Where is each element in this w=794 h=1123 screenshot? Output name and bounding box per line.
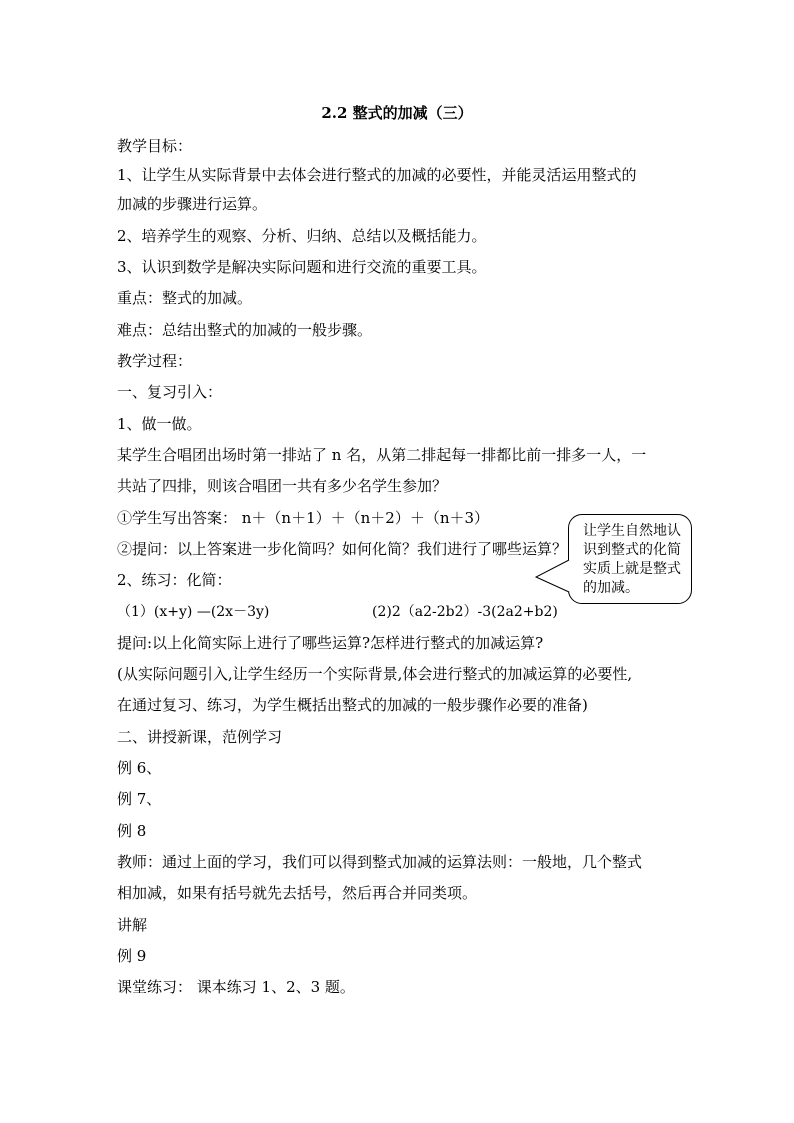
callout-line-4: 的加减。 <box>583 580 639 596</box>
exercise-expression-2: (2)2（a2-2b2）-3(2a2+b2) <box>372 604 558 620</box>
callout-line-2: 识到整式的化简 <box>583 542 681 558</box>
exercise-expression-1: （1）(x+y) —(2x－3y) <box>117 604 270 620</box>
example-7: 例 7、 <box>117 790 162 808</box>
example-6: 例 6、 <box>117 759 162 777</box>
example-8: 例 8 <box>117 822 147 840</box>
callout-bubble <box>568 514 692 604</box>
callout-tail <box>535 556 575 596</box>
difficult-point: 难点：总结出整式的加减的一般步骤。 <box>117 321 373 339</box>
section-new-lesson: 二、讲授新课，范例学习 <box>117 728 283 746</box>
heading-objectives: 教学目标： <box>117 137 193 155</box>
teacher-line-1: 教师：通过上面的学习，我们可以得到整式加减的运算法则：一般地，几个整式 <box>117 853 643 871</box>
objective-1-line-1: 1、让学生从实际背景中去体会进行整式的加减的必要性，并能灵活运用整式的 <box>117 166 637 184</box>
problem-line-1: 某学生合唱团出场时第一排站了 n 名，从第二排起每一排都比前一排多一人，一 <box>117 446 647 464</box>
key-point: 重点：整式的加减。 <box>117 289 253 307</box>
classroom-practice: 课堂练习： 课本练习 1、2、3 题。 <box>117 978 355 996</box>
exercise-heading: 2、练习：化简： <box>117 571 232 589</box>
objective-2: 2、培养学生的观察、分析、归纳、总结以及概括能力。 <box>117 227 487 245</box>
answer-line: ①学生写出答案： n＋（n＋1）＋（n＋2）＋（n＋3） <box>117 509 490 527</box>
problem-line-2: 共站了四排，则该合唱团一共有多少名学生参加？ <box>117 477 448 495</box>
callout-line-1: 让学生自然地认 <box>583 523 681 539</box>
callout-text <box>583 522 685 598</box>
explanation-label: 讲解 <box>117 916 148 934</box>
page-title: 2.2 整式的加减（三） <box>321 104 473 122</box>
note-line-1: (从实际问题引入,让学生经历一个实际背景,体会进行整式的加减运算的必要性, <box>117 665 633 683</box>
question-line: ②提问：以上答案进一步化简吗？如何化简？我们进行了哪些运算？ <box>117 540 568 558</box>
teacher-line-2: 相加减，如果有括号就先去括号，然后再合并同类项。 <box>117 884 478 902</box>
prompt-question: 提问:以上化简实际上进行了哪些运算?怎样进行整式的加减运算? <box>117 634 544 652</box>
objective-1-line-2: 加减的步骤进行运算。 <box>117 195 268 213</box>
heading-process: 教学过程： <box>117 352 193 370</box>
callout-line-3: 实质上就是整式 <box>583 561 681 577</box>
activity-heading: 1、做一做。 <box>117 415 202 433</box>
example-9: 例 9 <box>117 947 147 965</box>
note-line-2: 在通过复习、练习，为学生概括出整式的加减的一般步骤作必要的准备) <box>117 696 588 714</box>
section-review: 一、复习引入： <box>117 383 223 401</box>
objective-3: 3、认识到数学是解决实际问题和进行交流的重要工具。 <box>117 258 487 276</box>
